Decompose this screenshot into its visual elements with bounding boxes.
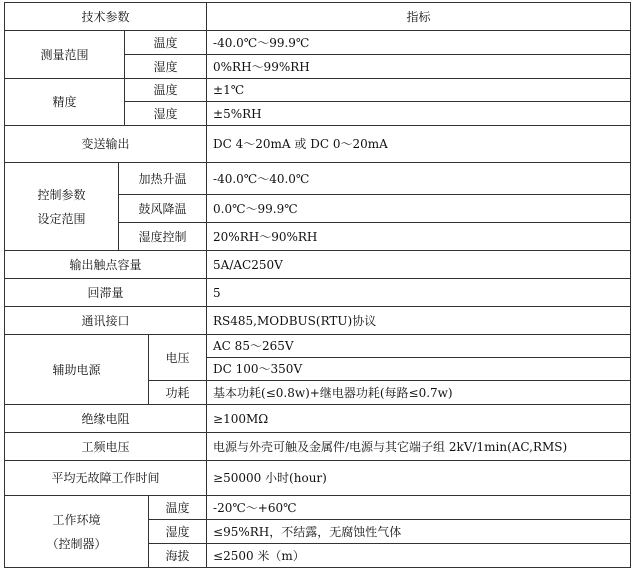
measure-range-hum-value: 0%RH～99%RH [207,55,631,79]
environment-label-line1: 工作环境 [52,512,101,527]
accuracy-hum-value: ±5%RH [207,102,631,126]
control-humidity-label: 湿度控制 [119,223,207,251]
environment-label-line2: （控制器） [46,536,107,551]
header-indicator: 指标 [207,3,631,31]
environment-label [5,496,149,568]
measure-range-temp-label: 温度 [125,31,207,55]
control-humidity-value: 20%RH～90%RH [207,223,631,251]
measure-range-temp-row [5,31,631,55]
hysteresis-label: 回滞量 [5,279,207,307]
accuracy-temp-label: 温度 [125,79,207,102]
control-heating-label: 加热升温 [119,163,207,195]
transmit-output-label: 变送输出 [5,126,207,163]
accuracy-label: 精度 [5,79,125,126]
insulation-row [5,405,631,433]
transmit-output-row [5,126,631,163]
control-heating-row [5,163,631,195]
aux-power-label: 辅助电源 [5,335,149,405]
transmit-output-value: DC 4～20mA 或 DC 0～20mA [207,126,631,163]
control-params-label [5,163,119,251]
environment-temp-value: -20℃～+60℃ [207,496,631,520]
power-freq-voltage-label: 工频电压 [5,433,207,461]
control-heating-value: -40.0℃～40.0℃ [207,163,631,195]
power-freq-voltage-value: 电源与外壳可触及金属件/电源与其它端子组 2kV/1min(AC,RMS) [207,433,631,461]
insulation-label: 绝缘电阻 [5,405,207,433]
aux-power-voltage-ac: AC 85～265V [207,335,631,358]
hysteresis-value: 5 [207,279,631,307]
measure-range-label: 测量范围 [5,31,125,79]
insulation-value: ≥100MΩ [207,405,631,433]
environment-alt-label: 海拔 [149,544,207,568]
output-contact-value: 5A/AC250V [207,251,631,279]
comm-interface-label: 通讯接口 [5,307,207,335]
environment-temp-row [5,496,631,520]
aux-power-voltage-row-ac [5,335,631,358]
power-freq-voltage-row [5,433,631,461]
mtbf-label: 平均无故障工作时间 [5,461,207,496]
environment-alt-value: ≤2500 米（m） [207,544,631,568]
control-cooling-value: 0.0℃～99.9℃ [207,195,631,223]
spec-table [4,2,631,568]
measure-range-hum-label: 湿度 [125,55,207,79]
aux-power-voltage-dc: DC 100～350V [207,358,631,381]
aux-power-consumption-value: 基本功耗(≤0.8w)+继电器功耗(每路≤0.7w) [207,381,631,405]
mtbf-row [5,461,631,496]
control-params-label-line1: 控制参数 [37,187,86,202]
mtbf-value: ≥50000 小时(hour) [207,461,631,496]
control-params-label-line2: 设定范围 [37,211,86,226]
hysteresis-row [5,279,631,307]
comm-interface-row [5,307,631,335]
accuracy-hum-label: 湿度 [125,102,207,126]
output-contact-label: 输出触点容量 [5,251,207,279]
comm-interface-value: RS485,MODBUS(RTU)协议 [207,307,631,335]
accuracy-temp-value: ±1℃ [207,79,631,102]
header-param: 技术参数 [5,3,207,31]
aux-power-voltage-label: 电压 [149,335,207,381]
environment-temp-label: 温度 [149,496,207,520]
aux-power-consumption-label: 功耗 [149,381,207,405]
environment-hum-label: 湿度 [149,520,207,544]
output-contact-row [5,251,631,279]
control-cooling-label: 鼓风降温 [119,195,207,223]
environment-hum-value: ≤95%RH，不结露，无腐蚀性气体 [207,520,631,544]
header-row [5,3,631,31]
measure-range-temp-value: -40.0℃～99.9℃ [207,31,631,55]
accuracy-temp-row [5,79,631,102]
